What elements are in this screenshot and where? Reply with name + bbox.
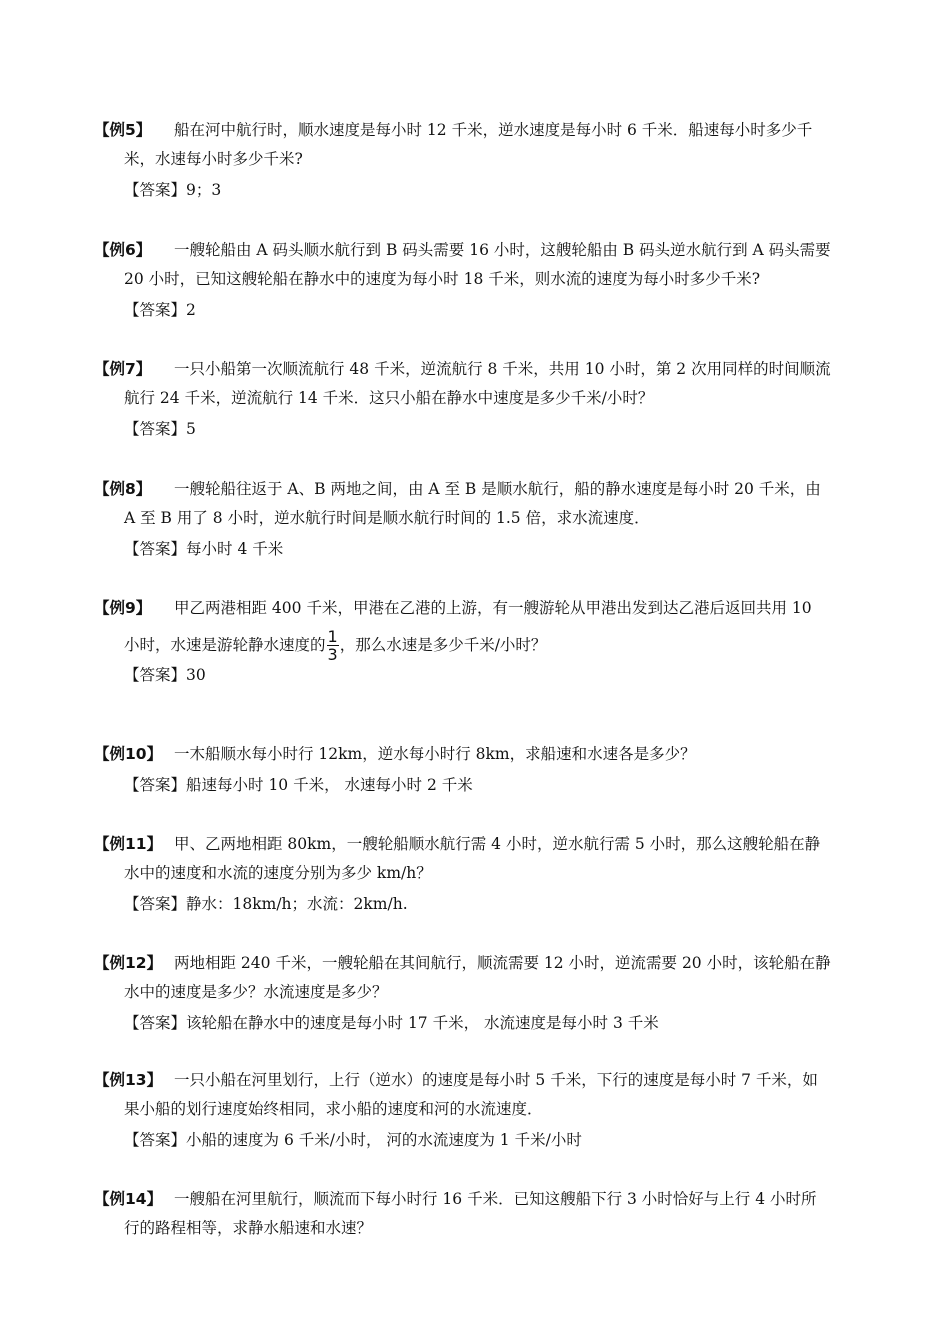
problem-11 [94, 830, 860, 919]
problem-6 [94, 236, 860, 325]
problem-text: 船在河中航行时，顺水速度是每小时 12 千米，逆水速度是每小时 6 千米．船速每小时多少千 [174, 121, 813, 139]
problem-label: 【例11】 [94, 835, 163, 853]
problem-9 [94, 594, 860, 690]
answer-label: 【答案】 [124, 1131, 187, 1149]
problem-label: 【例8】 [94, 480, 152, 498]
problem-text: 一只小船第一次顺流航行 48 千米，逆流航行 8 千米，共用 10 小时，第 2 次用同样的时间顺流 [174, 360, 831, 378]
problem-text: 果小船的划行速度始终相同，求小船的速度和河的水流速度． [124, 1100, 543, 1118]
problem-8 [94, 475, 860, 564]
problem-text: A 至 B 用了 8 小时，逆水航行时间是顺水航行时间的 1.5 倍，求水流速度． [124, 509, 650, 527]
problem-7 [94, 355, 860, 444]
answer [94, 415, 860, 444]
answer-text: 5 [186, 420, 196, 438]
problem-text: 20 小时，已知这艘轮船在静水中的速度为每小时 18 千米，则水流的速度为每小时多少千米? [124, 270, 761, 288]
answer-text: 船速每小时 10 千米， 水速每小时 2 千米 [186, 776, 473, 794]
problem-text: 一只小船在河里划行，上行（逆水）的速度是每小时 5 千米，下行的速度是每小时 7 千米，如 [174, 1071, 818, 1089]
problem-label: 【例7】 [94, 360, 152, 378]
answer [94, 890, 860, 919]
problem-12 [94, 949, 860, 1038]
answer-text: 小船的速度为 6 千米/小时， 河的水流速度为 1 千米/小时 [186, 1131, 582, 1149]
problem-13 [94, 1066, 860, 1155]
problem-text: 甲乙两港相距 400 千米，甲港在乙港的上游，有一艘游轮从甲港出发到达乙港后返回共用 10 [174, 599, 812, 617]
answer-text: 该轮船在静水中的速度是每小时 17 千米， 水流速度是每小时 3 千米 [186, 1014, 659, 1032]
problem-text: 一艘船在河里航行，顺流而下每小时行 16 千米．已知这艘船下行 3 小时恰好与上行 4 小时所 [174, 1190, 817, 1208]
answer-label: 【答案】 [124, 181, 187, 199]
answer-text: 每小时 4 千米 [186, 540, 284, 558]
problem-text: 一木船顺水每小时行 12km，逆水每小时行 8km，求船速和水速各是多少？ [174, 745, 696, 763]
problem-text: 航行 24 千米，逆流航行 14 千米．这只小船在静水中速度是多少千米/小时？ [124, 389, 654, 407]
answer-label: 【答案】 [124, 666, 187, 684]
problem-text-line [94, 623, 860, 664]
answer-text: 2 [186, 301, 196, 319]
problem-text: 小时，水速是游轮静水速度的 [124, 636, 326, 654]
answer-text: 30 [186, 666, 206, 684]
problem-text: 行的路程相等，求静水船速和水速？ [124, 1219, 373, 1237]
answer-label: 【答案】 [124, 301, 187, 319]
problem-label: 【例9】 [94, 599, 152, 617]
answer [94, 771, 860, 800]
problem-text: 一艘轮船往返于 A、B 两地之间，由 A 至 B 是顺水航行，船的静水速度是每小时 20 千米，由 [174, 480, 821, 498]
answer-label: 【答案】 [124, 776, 187, 794]
problem-text: 水中的速度是多少？水流速度是多少？ [124, 983, 388, 1001]
problem-5 [94, 116, 860, 205]
fraction [327, 628, 339, 663]
problem-10 [94, 740, 860, 800]
problem-label: 【例6】 [94, 241, 152, 259]
problem-text: ，那么水速是多少千米/小时？ [339, 636, 547, 654]
problem-text: 米，水速每小时多少千米? [124, 150, 303, 168]
problem-label: 【例5】 [94, 121, 152, 139]
answer [94, 1126, 860, 1155]
answer-label: 【答案】 [124, 895, 187, 913]
problem-text: 甲、乙两地相距 80km，一艘轮船顺水航行需 4 小时，逆水航行需 5 小时，那么这艘轮船在静 [174, 835, 821, 853]
answer-label: 【答案】 [124, 1014, 187, 1032]
answer-label: 【答案】 [124, 420, 187, 438]
fraction-denominator: 3 [327, 645, 338, 664]
answer [94, 176, 860, 205]
answer-text: 9；3 [186, 181, 222, 199]
problem-14 [94, 1185, 860, 1243]
problem-text: 水中的速度和水流的速度分别为多少 km/h？ [124, 864, 432, 882]
problem-label: 【例10】 [94, 745, 163, 763]
problem-label: 【例13】 [94, 1071, 163, 1089]
answer [94, 296, 860, 325]
problem-text: 一艘轮船由 A 码头顺水航行到 B 码头需要 16 小时，这艘轮船由 B 码头逆水航行到 A 码头需要 [174, 241, 831, 259]
answer-text: 静水：18km/h；水流：2km/h. [186, 895, 408, 913]
answer-label: 【答案】 [124, 540, 187, 558]
fraction-numerator: 1 [327, 627, 338, 646]
problem-text: 两地相距 240 千米，一艘轮船在其间航行，顺流需要 12 小时，逆流需要 20 小时，该轮船在静 [174, 954, 831, 972]
problem-label: 【例12】 [94, 954, 163, 972]
answer [94, 1009, 860, 1038]
answer [94, 661, 860, 690]
problem-label: 【例14】 [94, 1190, 163, 1208]
answer [94, 535, 860, 564]
